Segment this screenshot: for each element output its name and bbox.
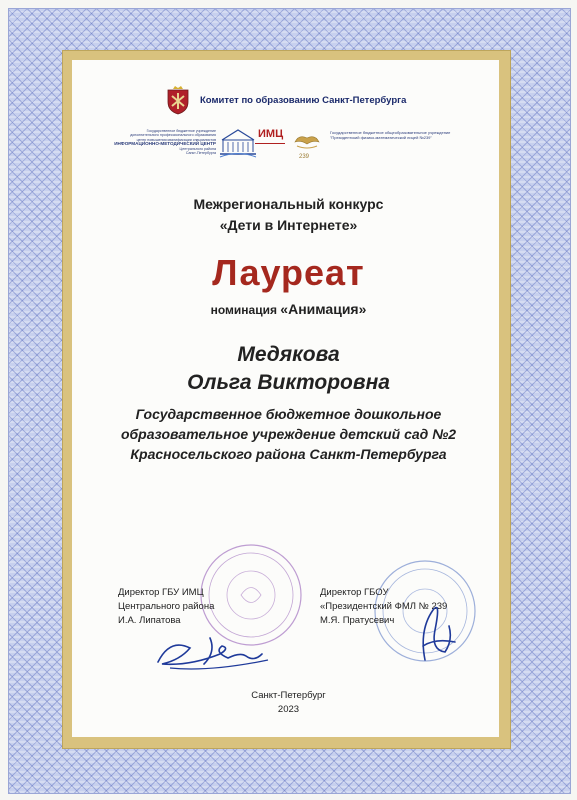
organization-line: Государственное бюджетное дошкольное bbox=[135, 406, 442, 422]
contest-line: Межрегиональный конкурс bbox=[193, 196, 384, 212]
footer bbox=[0, 689, 577, 717]
right-signatory-line: «Президентский ФМЛ № 239 bbox=[320, 601, 448, 612]
right-signatory-line: М.Я. Пратусевич bbox=[320, 615, 395, 626]
recipient-name bbox=[0, 341, 577, 397]
organization-line: образовательное учреждение детский сад №2 bbox=[120, 426, 457, 442]
recipient-surname: Медякова bbox=[237, 343, 340, 366]
imc-org-text bbox=[98, 129, 216, 155]
recipient-given-name: Ольга Викторовна bbox=[187, 371, 390, 394]
lyceum-number: 239 bbox=[299, 154, 310, 160]
imc-org-line: дополнительного профессионального образования bbox=[130, 133, 216, 138]
lyceum-emblem-icon bbox=[291, 132, 323, 154]
lyceum-org-text bbox=[330, 130, 500, 140]
lyceum-org-line: Государственное бюджетное общеобразовательное учреждение bbox=[330, 130, 451, 135]
organization-line: Красносельского района Санкт-Петербурга bbox=[130, 446, 447, 462]
committee-name: Комитет по образованию Санкт-Петербурга bbox=[200, 95, 407, 106]
footer-city: Санкт-Петербург bbox=[251, 690, 326, 701]
imc-org-line: центр повышения квалификации специалистов bbox=[136, 137, 216, 142]
left-signature bbox=[150, 618, 280, 678]
left-signatory-line: Директор ГБУ ИМЦ bbox=[118, 587, 204, 598]
imc-label: ИМЦ bbox=[258, 128, 284, 140]
right-signature bbox=[405, 590, 465, 670]
contest-title bbox=[0, 194, 577, 236]
imc-underline bbox=[255, 143, 285, 144]
right-signatory-line: Директор ГБОУ bbox=[320, 587, 389, 598]
recipient-organization bbox=[0, 404, 577, 464]
imc-org-line: Санкт-Петербурга bbox=[185, 151, 216, 156]
contest-line: «Дети в Интернете» bbox=[219, 217, 358, 233]
imc-org-line: ИНФОРМАЦИОННО-МЕТОДИЧЕСКИЙ ЦЕНТР bbox=[114, 141, 216, 147]
imc-org-line: Государственное бюджетное учреждение bbox=[146, 129, 216, 133]
nomination-prefix: номинация bbox=[210, 303, 277, 317]
left-signatory-line: Центрального района bbox=[118, 601, 215, 612]
nomination-value: «Анимация» bbox=[280, 301, 367, 317]
lyceum-org-line: "Президентский физико-математический лицей №239" bbox=[330, 135, 432, 140]
left-signatory-line: И.А. Липатова bbox=[118, 615, 181, 626]
nomination bbox=[0, 301, 577, 317]
imc-org-line: Центрального района bbox=[179, 146, 216, 151]
imc-building-icon bbox=[218, 124, 258, 160]
award-title: Лауреат bbox=[212, 252, 365, 293]
footer-year: 2023 bbox=[277, 704, 300, 715]
coat-of-arms-icon bbox=[163, 86, 193, 116]
